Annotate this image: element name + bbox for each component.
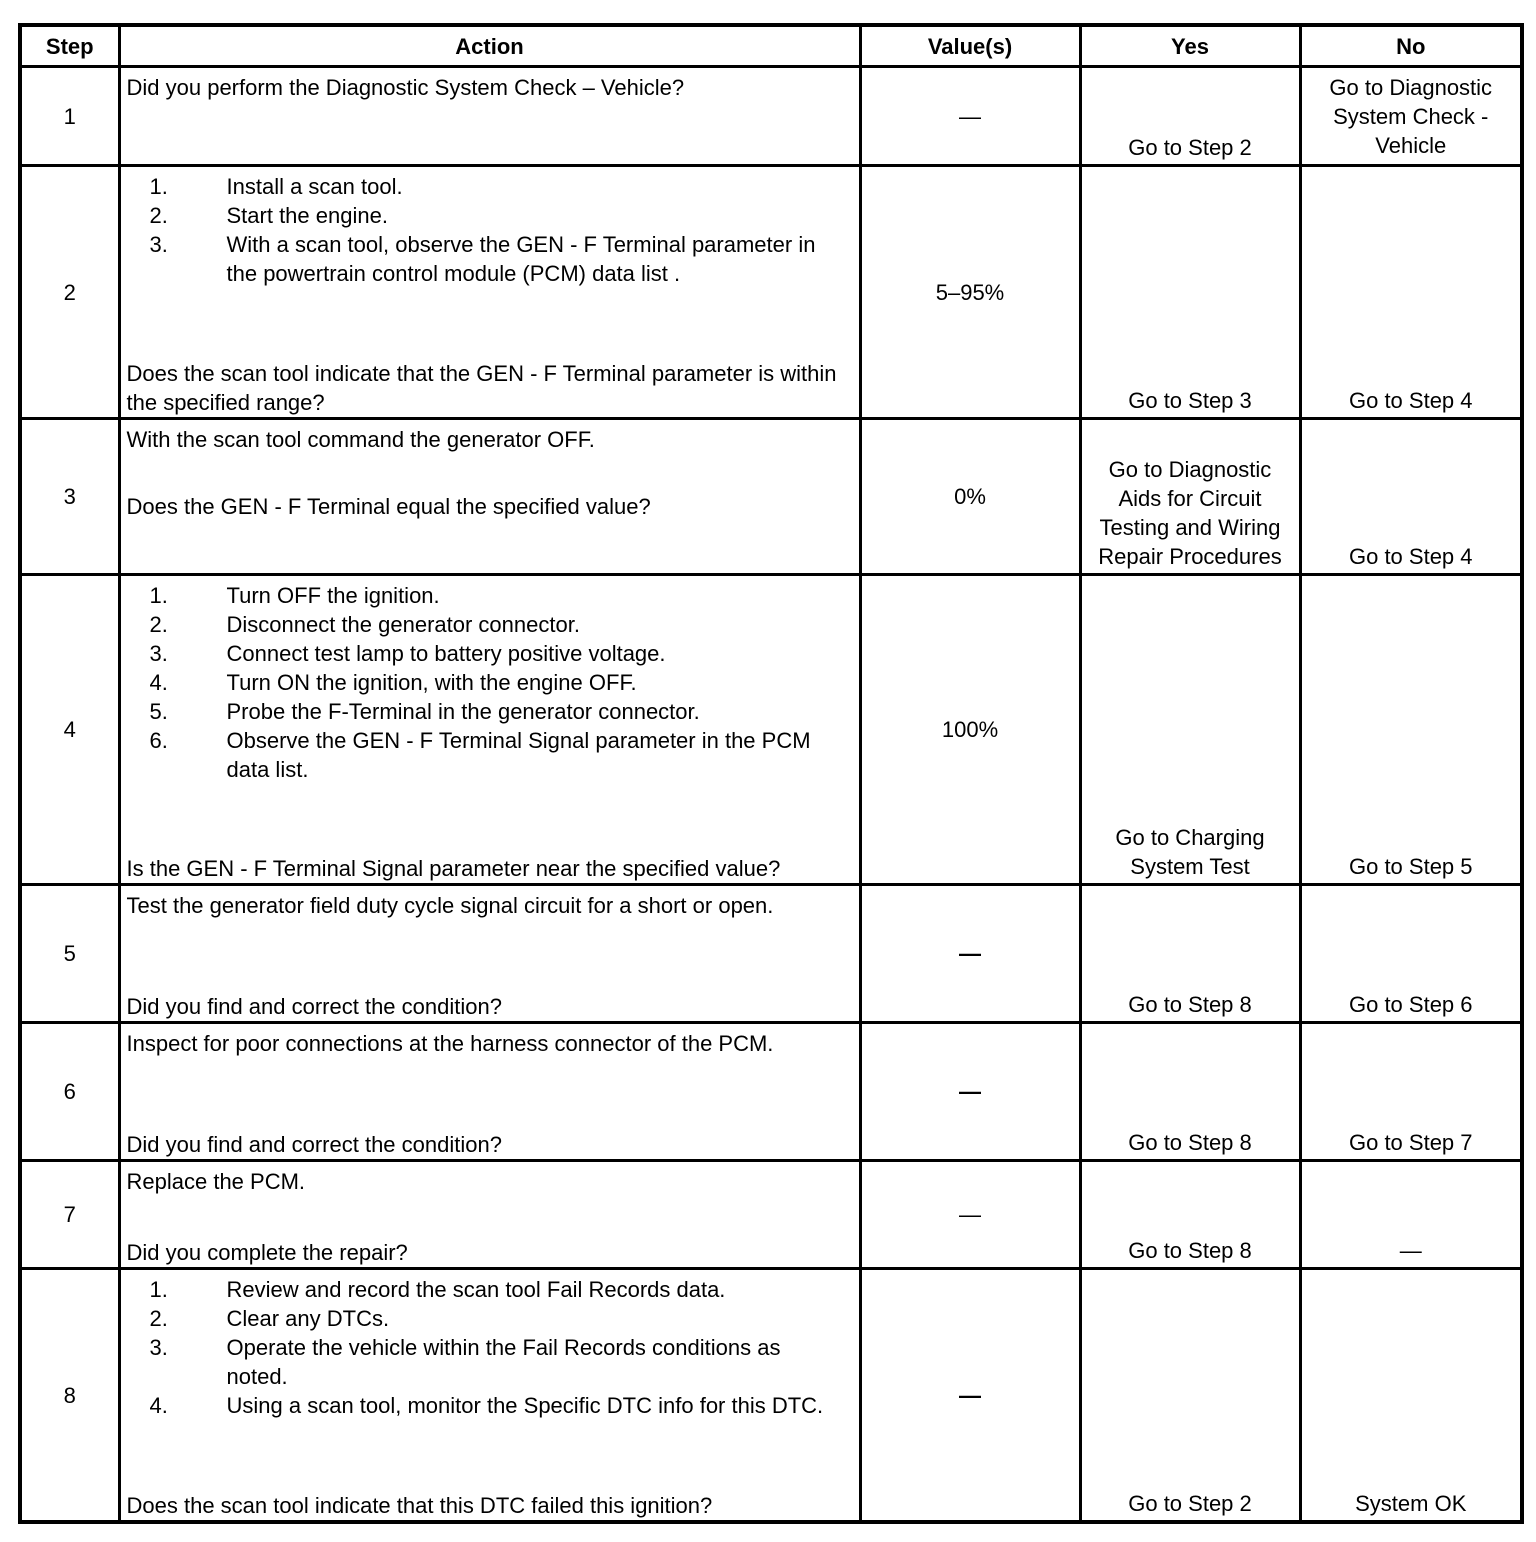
action-cell <box>119 67 860 166</box>
instruction-item: 4. Turn ON the ignition, with the engine OFF. <box>149 670 637 695</box>
action-instruction: Test the generator field duty cycle signal circuit for a short or open. <box>126 893 774 918</box>
action-question: Did you find and correct the condition? <box>126 1132 502 1157</box>
step-number: 1 <box>20 67 119 166</box>
step-number: 8 <box>20 1269 119 1523</box>
action-cell <box>119 166 860 419</box>
no-cell: Go to Step 4 <box>1300 166 1522 419</box>
step-number: 5 <box>20 885 119 1023</box>
header-step: Step <box>20 25 119 67</box>
value-cell: — <box>860 67 1080 166</box>
action-question: Does the GEN - F Terminal equal the specified value? <box>126 494 651 519</box>
instruction-item: 3. Operate the vehicle within the Fail Records conditions as noted. <box>149 1335 781 1389</box>
header-values: Value(s) <box>860 25 1080 67</box>
action-cell <box>119 885 860 1023</box>
action-question: Did you complete the repair? <box>126 1240 408 1265</box>
yes-cell: Go to Diagnostic Aids for Circuit Testing and Wiring Repair Procedures <box>1080 419 1300 575</box>
value-cell: — <box>860 885 1080 1023</box>
instruction-item: 1. Turn OFF the ignition. <box>149 583 440 608</box>
instruction-item: 1. Review and record the scan tool Fail Records data. <box>149 1277 726 1302</box>
instruction-item: 2. Clear any DTCs. <box>149 1306 390 1331</box>
header-action: Action <box>119 25 860 67</box>
diagnostic-table <box>18 23 1524 1524</box>
value-cell: 100% <box>860 575 1080 885</box>
instruction-list <box>127 581 853 784</box>
value-cell: — <box>860 1269 1080 1523</box>
no-cell: System OK <box>1300 1269 1522 1523</box>
yes-cell: Go to Charging System Test <box>1080 575 1300 885</box>
table-row <box>20 885 1522 1023</box>
instruction-item: 4. Using a scan tool, monitor the Specific DTC info for this DTC. <box>149 1393 824 1418</box>
action-question: Does the scan tool indicate that the GEN - F Terminal parameter is within the specified range? <box>126 361 837 415</box>
value-cell: 0% <box>860 419 1080 575</box>
instruction-item: 1. Install a scan tool. <box>149 174 403 199</box>
instruction-item: 2. Start the engine. <box>149 203 388 228</box>
no-cell: Go to Step 4 <box>1300 419 1522 575</box>
action-question: Did you find and correct the condition? <box>126 994 502 1019</box>
step-number: 3 <box>20 419 119 575</box>
table-row <box>20 1023 1522 1161</box>
value-cell: 5–95% <box>860 166 1080 419</box>
instruction-item: 5. Probe the F-Terminal in the generator connector. <box>149 699 700 724</box>
value-cell: — <box>860 1161 1080 1269</box>
action-instruction: With the scan tool command the generator OFF. <box>126 427 595 452</box>
action-cell <box>119 575 860 885</box>
table-row <box>20 1269 1522 1523</box>
instruction-list <box>127 1275 853 1420</box>
action-question: Did you perform the Diagnostic System Check – Vehicle? <box>126 75 685 100</box>
header-yes: Yes <box>1080 25 1300 67</box>
yes-cell: Go to Step 2 <box>1080 67 1300 166</box>
action-instruction: Inspect for poor connections at the harness connector of the PCM. <box>126 1031 774 1056</box>
action-cell <box>119 419 860 575</box>
yes-cell: Go to Step 8 <box>1080 885 1300 1023</box>
no-cell: Go to Step 6 <box>1300 885 1522 1023</box>
value-cell: — <box>860 1023 1080 1161</box>
yes-cell: Go to Step 8 <box>1080 1023 1300 1161</box>
table-row <box>20 419 1522 575</box>
table-row <box>20 575 1522 885</box>
step-number: 4 <box>20 575 119 885</box>
yes-cell: Go to Step 3 <box>1080 166 1300 419</box>
no-cell: Go to Step 5 <box>1300 575 1522 885</box>
header-no: No <box>1300 25 1522 67</box>
instruction-list <box>127 172 853 288</box>
action-question: Is the GEN - F Terminal Signal parameter near the specified value? <box>126 856 781 881</box>
action-cell <box>119 1023 860 1161</box>
instruction-item: 2. Disconnect the generator connector. <box>149 612 580 637</box>
header-row <box>20 25 1522 67</box>
instruction-item: 3. Connect test lamp to battery positive voltage. <box>149 641 666 666</box>
no-cell: Go to Step 7 <box>1300 1023 1522 1161</box>
table-row <box>20 166 1522 419</box>
yes-cell: Go to Step 8 <box>1080 1161 1300 1269</box>
step-number: 6 <box>20 1023 119 1161</box>
table-row <box>20 67 1522 166</box>
step-number: 7 <box>20 1161 119 1269</box>
no-cell: — <box>1300 1161 1522 1269</box>
no-cell: Go to Diagnostic System Check - Vehicle <box>1300 67 1522 166</box>
action-instruction: Replace the PCM. <box>126 1169 306 1194</box>
action-question: Does the scan tool indicate that this DTC failed this ignition? <box>126 1493 713 1518</box>
instruction-item: 6. Observe the GEN - F Terminal Signal parameter in the PCM data list. <box>149 728 811 782</box>
table-row <box>20 1161 1522 1269</box>
step-number: 2 <box>20 166 119 419</box>
yes-cell: Go to Step 2 <box>1080 1269 1300 1523</box>
instruction-item: 3. With a scan tool, observe the GEN - F Terminal parameter in the powertrain control module (PCM) data list . <box>149 232 816 286</box>
action-cell <box>119 1269 860 1523</box>
action-cell <box>119 1161 860 1269</box>
